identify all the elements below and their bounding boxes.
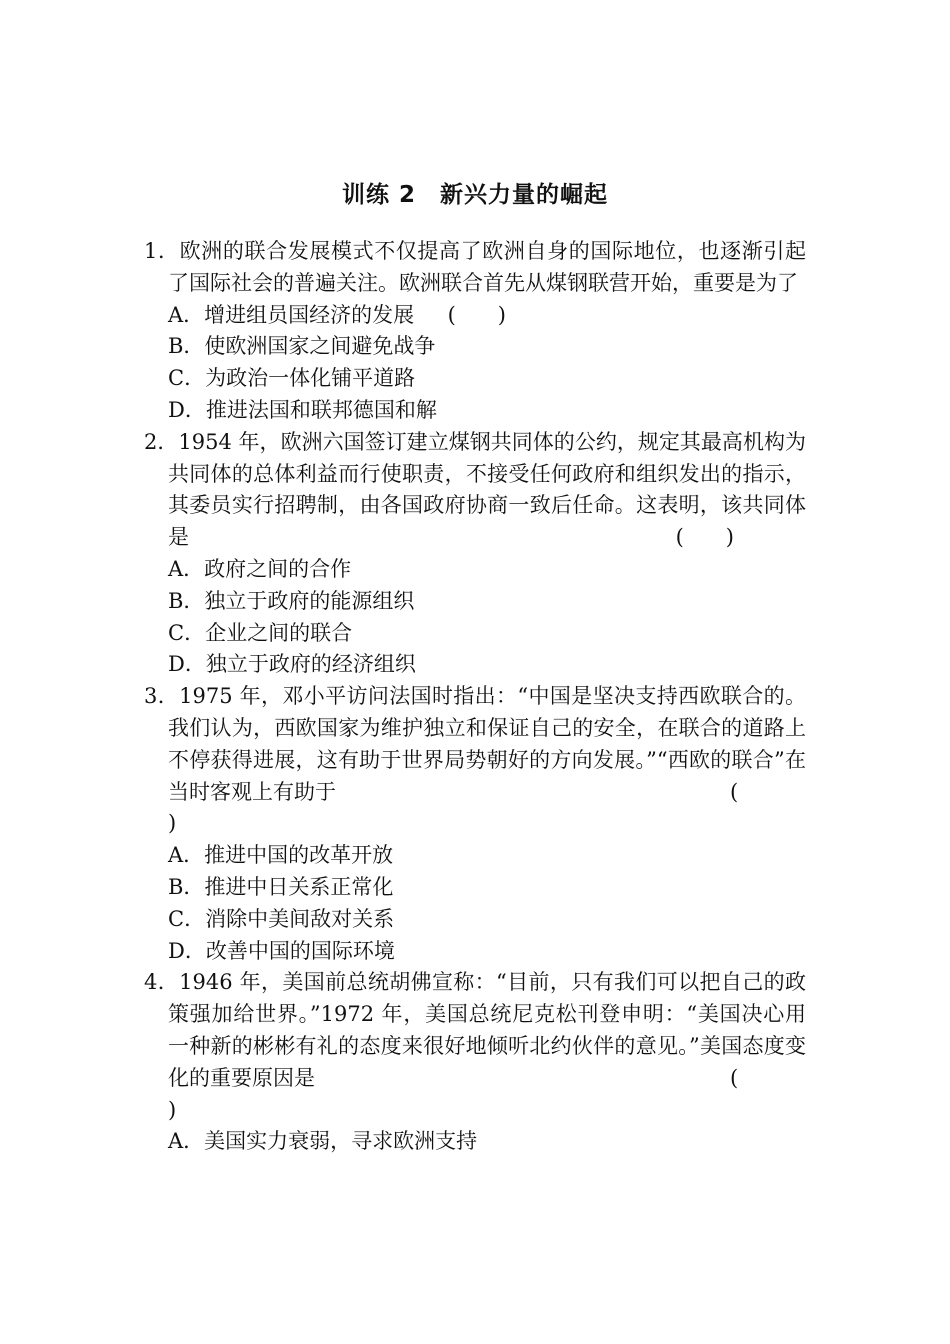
question-stem: 1954 年，欧洲六国签订建立煤钢共同体的公约，规定其最高机构为共同体的总体利益而行使职责，不接受任何政府和组织发出的指示，其委员实行招聘制，由各国政府协商一致后任命。这表明，该共同体是 — [168, 429, 806, 550]
option: C．消除中美间敌对关系 — [168, 906, 395, 931]
question-number: 3． — [144, 684, 180, 709]
question-stem: 1946 年，美国前总统胡佛宣称：“目前，只有我们可以把自己的政策强加给世界。”1972 年，美国总统尼克松刊登申明：“美国决心用一种新的彬彬有礼的态度来很好地倾听北约伙伴的意见。”美国态度变化的重要原因是 — [168, 970, 806, 1090]
option: D．独立于政府的经济组织 — [168, 652, 416, 677]
option: B．推进中日关系正常化 — [168, 874, 394, 899]
option: A．推进中国的改革开放 — [168, 843, 394, 868]
option: C．企业之间的联合 — [168, 620, 353, 645]
option: D．推进法国和联邦德国和解 — [168, 397, 437, 422]
option: D．改善中国的国际环境 — [168, 938, 395, 963]
question-3: 3．1975 年，邓小平访问法国时指出：“中国是坚决支持西欧联合的。我们认为，西欧国家为维护独立和保证自己的安全，在联合的道路上不停获得进展，这有助于世界局势朝好的方向发展。”“西欧的联合”在当时客观上有助于 ( — [144, 684, 806, 804]
answer-parentheses-close: ) — [168, 811, 177, 836]
question-number: 2． — [144, 429, 179, 454]
option: B．使欧洲国家之间避免战争 — [168, 334, 436, 359]
question-stem: 欧洲的联合发展模式不仅提高了欧洲自身的国际地位，也逐渐引起了国际社会的普遍关注。欧洲联合首先从煤钢联营开始，重要是为了 — [168, 239, 806, 295]
option: A．美国实力衰弱，寻求欧洲支持 — [168, 1129, 478, 1154]
option: B．独立于政府的能源组织 — [168, 588, 415, 613]
option: A．政府之间的合作 — [168, 556, 352, 581]
answer-parentheses-close: ) — [168, 1097, 177, 1122]
answer-parentheses: ( ) — [447, 302, 506, 327]
question-2 — [144, 427, 806, 554]
answer-parentheses: ( ) — [675, 525, 734, 550]
page-title: 训练 2 新兴力量的崛起 — [341, 182, 608, 208]
question-stem: 1975 年，邓小平访问法国时指出：“中国是坚决支持西欧联合的。我们认为，西欧国家为维护独立和保证自己的安全，在联合的道路上不停获得进展，这有助于世界局势朝好的方向发展。”“西欧的联合”在当时客观上有助于 — [168, 684, 806, 804]
question-list — [144, 236, 806, 1158]
question-number: 1． — [144, 239, 180, 263]
question-number: 4． — [144, 970, 180, 995]
option: C．为政治一体化铺平道路 — [168, 366, 416, 391]
option: A．增进组员国经济的发展 — [168, 302, 415, 327]
question-4: 4．1946 年，美国前总统胡佛宣称：“目前，只有我们可以把自己的政策强加给世界。”1972 年，美国总统尼克松刊登申明：“美国决心用一种新的彬彬有礼的态度来很好地倾听北约伙伴的意见。”美国态度变化的重要原因是 ( — [144, 970, 806, 1090]
